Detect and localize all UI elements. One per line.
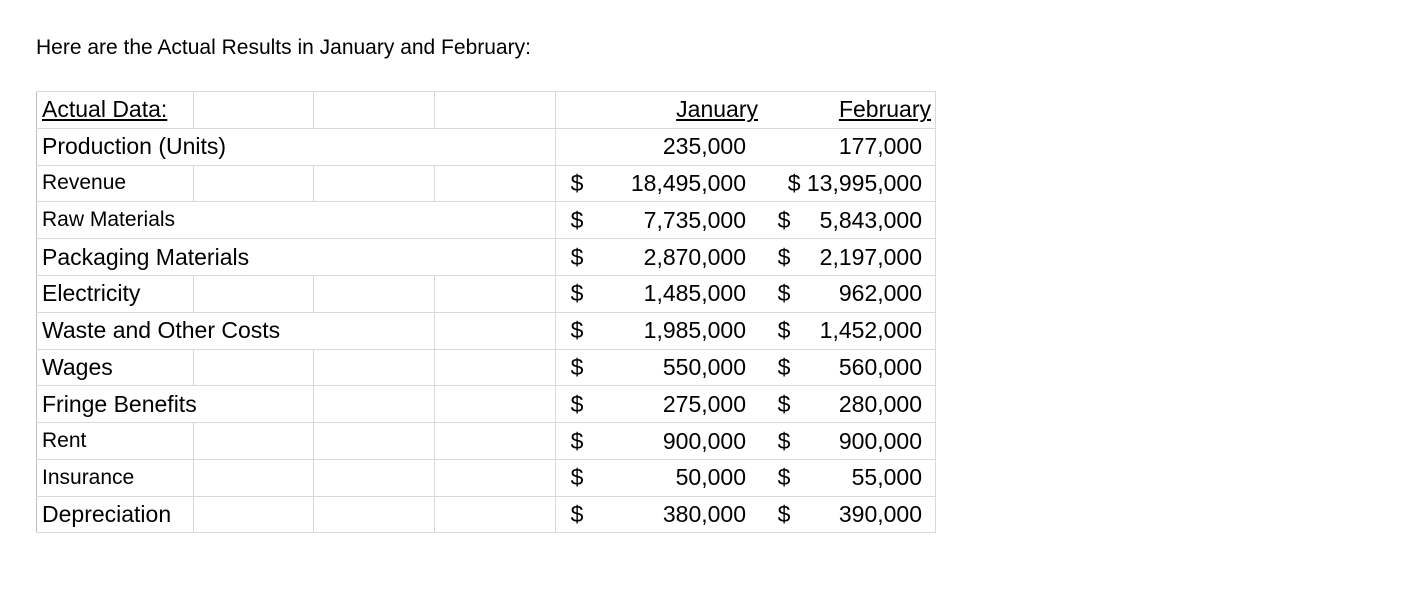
column-header-february: February	[838, 96, 931, 123]
grid-line	[313, 276, 314, 312]
currency-symbol: $	[570, 427, 584, 454]
grid-line	[935, 166, 936, 202]
table-row	[36, 312, 936, 349]
grid-line	[935, 276, 936, 312]
grid-line	[313, 350, 314, 386]
grid-line	[313, 497, 314, 532]
grid-line	[313, 460, 314, 496]
table-title: Actual Data:	[42, 92, 169, 128]
grid-line	[555, 423, 556, 459]
february-value: 2,197,000	[819, 243, 922, 270]
january-value: 50,000	[675, 464, 746, 491]
row-label: Electricity	[42, 276, 142, 312]
currency-symbol: $	[570, 500, 584, 527]
grid-line	[555, 92, 556, 128]
grid-line	[434, 497, 435, 532]
grid-line	[935, 129, 936, 165]
grid-line	[935, 423, 936, 459]
february-value: 560,000	[838, 353, 922, 380]
currency-symbol: $	[570, 169, 584, 196]
currency-symbol: $	[570, 280, 584, 307]
row-label: Revenue	[42, 166, 128, 202]
grid-line	[193, 350, 194, 386]
grid-line	[935, 460, 936, 496]
grid-line	[935, 497, 936, 532]
table-row	[36, 496, 936, 533]
grid-line	[555, 386, 556, 422]
january-value: 7,735,000	[643, 206, 746, 233]
grid-line	[434, 276, 435, 312]
february-value: 5,843,000	[819, 206, 922, 233]
row-label: Insurance	[42, 460, 136, 496]
table-row	[36, 459, 936, 496]
currency-symbol: $	[570, 243, 584, 270]
grid-line	[555, 129, 556, 165]
grid-line	[193, 497, 194, 532]
table-row	[36, 349, 936, 386]
table-row	[36, 165, 936, 202]
grid-line	[434, 386, 435, 422]
grid-line	[313, 166, 314, 202]
grid-line	[555, 497, 556, 532]
production-row	[36, 128, 936, 165]
row-label: Raw Materials	[42, 202, 177, 238]
grid-line	[193, 276, 194, 312]
currency-symbol: $	[777, 500, 791, 527]
grid-line	[555, 313, 556, 349]
february-value: 280,000	[838, 390, 922, 417]
table-row	[36, 385, 936, 422]
grid-line	[434, 313, 435, 349]
column-header-january: January	[676, 96, 758, 123]
grid-line	[555, 239, 556, 275]
currency-symbol: $	[777, 464, 791, 491]
grid-line	[193, 423, 194, 459]
currency-symbol: $	[777, 353, 791, 380]
currency-symbol: $	[777, 427, 791, 454]
table-row	[36, 201, 936, 238]
currency-symbol: $	[570, 206, 584, 233]
grid-line	[193, 460, 194, 496]
grid-line	[193, 92, 194, 128]
table-row	[36, 422, 936, 459]
currency-symbol: $	[777, 280, 791, 307]
grid-line	[935, 239, 936, 275]
grid-line	[434, 166, 435, 202]
table-row	[36, 238, 936, 275]
january-value: 2,870,000	[643, 243, 746, 270]
january-value: 1,985,000	[643, 317, 746, 344]
row-label: Depreciation	[42, 497, 173, 532]
february-value: 390,000	[838, 500, 922, 527]
currency-symbol: $	[777, 243, 791, 270]
grid-line	[555, 276, 556, 312]
grid-line	[935, 92, 936, 128]
grid-line	[193, 166, 194, 202]
january-value: 380,000	[662, 500, 746, 527]
february-value: 900,000	[838, 427, 922, 454]
intro-text: Here are the Actual Results in January and February:	[36, 36, 531, 59]
grid-line	[555, 202, 556, 238]
currency-symbol: $	[570, 317, 584, 344]
currency-symbol: $	[570, 390, 584, 417]
grid-line	[555, 166, 556, 202]
february-value: $ 13,995,000	[787, 169, 922, 196]
january-value: 550,000	[662, 353, 746, 380]
currency-symbol: $	[777, 390, 791, 417]
row-label: Production (Units)	[42, 129, 228, 165]
row-label: Packaging Materials	[42, 239, 251, 275]
row-label: Fringe Benefits	[42, 386, 199, 422]
february-value: 962,000	[838, 280, 922, 307]
row-label: Rent	[42, 423, 88, 459]
grid-line	[313, 423, 314, 459]
january-value: 900,000	[662, 427, 746, 454]
grid-line	[935, 202, 936, 238]
grid-line	[935, 313, 936, 349]
february-value: 177,000	[838, 133, 922, 160]
table-row	[36, 275, 936, 312]
january-value: 18,495,000	[630, 169, 746, 196]
grid-line	[313, 92, 314, 128]
grid-line	[313, 386, 314, 422]
currency-symbol: $	[777, 317, 791, 344]
january-value: 1,485,000	[643, 280, 746, 307]
currency-symbol: $	[570, 353, 584, 380]
header-row	[36, 91, 936, 128]
currency-symbol: $	[570, 464, 584, 491]
grid-line	[555, 460, 556, 496]
february-value: 1,452,000	[819, 317, 922, 344]
row-label: Wages	[42, 350, 115, 386]
grid-line	[555, 350, 556, 386]
january-value: 235,000	[662, 133, 746, 160]
grid-line	[935, 350, 936, 386]
actual-data-table	[36, 91, 936, 533]
grid-line	[434, 92, 435, 128]
january-value: 275,000	[662, 390, 746, 417]
february-value: 55,000	[851, 464, 922, 491]
grid-line	[434, 423, 435, 459]
row-label: Waste and Other Costs	[42, 313, 282, 349]
currency-symbol: $	[777, 206, 791, 233]
grid-line	[434, 460, 435, 496]
grid-line	[434, 350, 435, 386]
grid-line	[935, 386, 936, 422]
